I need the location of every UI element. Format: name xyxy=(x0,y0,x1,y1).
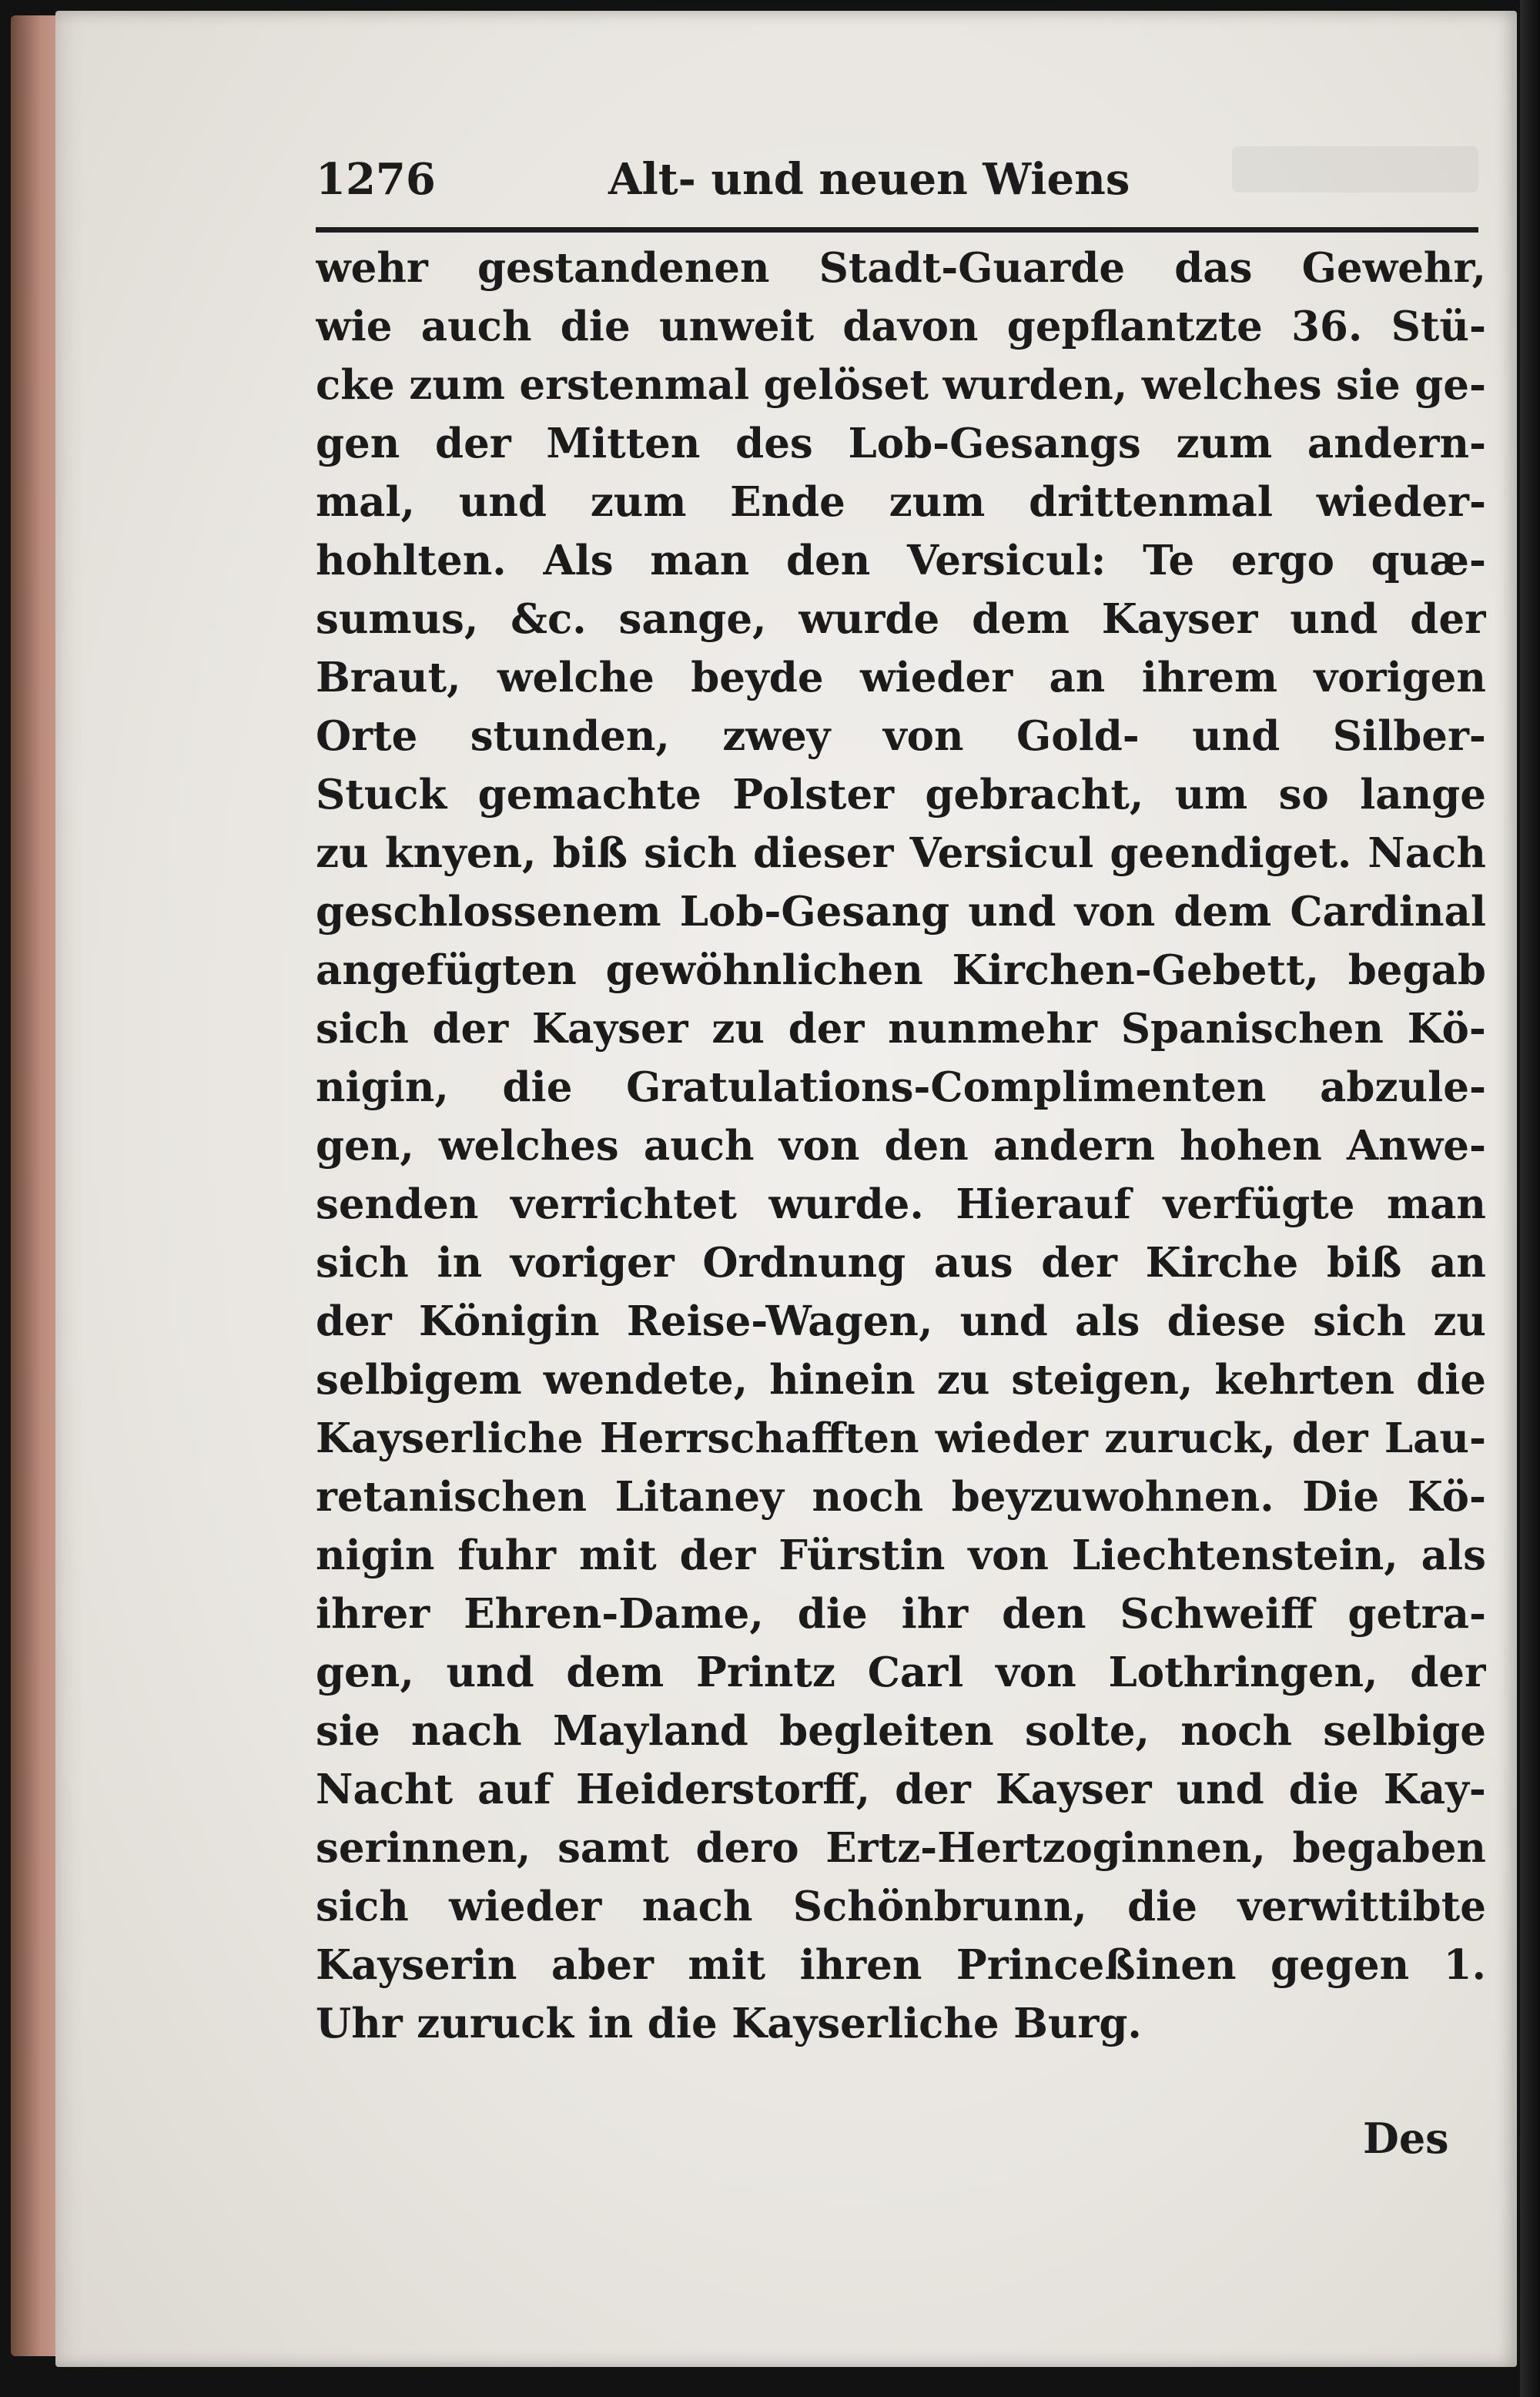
header-rule xyxy=(316,227,1478,233)
text-line: nigin fuhr mit der Fürstin von Liechtenstein, als xyxy=(316,1532,1486,1579)
text-line: Stuck gemachte Polster gebracht, um so lange xyxy=(316,771,1486,819)
text-line: retanischen Litaney noch beyzuwohnen. Die Kö- xyxy=(316,1473,1486,1521)
text-line: gen, welches auch von den andern hohen Anwe- xyxy=(316,1122,1486,1170)
text-line: angefügten gewöhnlichen Kirchen-Gebett, begab xyxy=(316,946,1486,994)
running-title: Alt- und neuen Wiens xyxy=(608,154,1130,205)
page-number: 1276 xyxy=(316,154,436,205)
text-line: hohlten. Als man den Versicul: Te ergo quæ- xyxy=(316,537,1486,584)
text-line: ihrer Ehren-Dame, die ihr den Schweiff getra- xyxy=(316,1590,1486,1638)
catchword: Des xyxy=(1363,2114,1449,2163)
text-line: gen der Mitten des Lob-Gesangs zum andern- xyxy=(316,420,1486,467)
text-line: senden verrichtet wurde. Hierauf verfügte man xyxy=(316,1180,1486,1228)
text-line: nigin, die Gratulations-Complimenten abzule- xyxy=(316,1063,1486,1111)
text-line: sich wieder nach Schönbrunn, die verwittibte xyxy=(316,1883,1486,1930)
text-line: cke zum erstenmal gelöset wurden, welches sie ge- xyxy=(316,361,1486,409)
text-line: wie auch die unweit davon gepflantzte 36. Stü- xyxy=(316,303,1486,350)
text-line: Kayserin aber mit ihren Princeßinen gegen 1. xyxy=(316,1941,1486,1989)
text-line: sumus, &c. sange, wurde dem Kayser und der xyxy=(316,595,1486,643)
text-line: Kayserliche Herrschafften wieder zuruck, der Lau- xyxy=(316,1414,1486,1462)
text-line: Braut, welche beyde wieder an ihrem vorigen xyxy=(316,654,1486,701)
text-line: Nacht auf Heiderstorff, der Kayser und die Kay- xyxy=(316,1766,1486,1813)
text-line: Uhr zuruck in die Kayserliche Burg. xyxy=(316,2000,1142,2047)
body-text xyxy=(316,239,1486,2053)
text-line: sich der Kayser zu der nunmehr Spanischen Kö- xyxy=(316,1005,1486,1053)
page-header xyxy=(316,154,1478,216)
text-line: serinnen, samt dero Ertz-Hertzoginnen, begaben xyxy=(316,1824,1486,1872)
text-line: sich in voriger Ordnung aus der Kirche biß an xyxy=(316,1239,1486,1287)
text-line: der Königin Reise-Wagen, und als diese sich zu xyxy=(316,1297,1486,1345)
text-line: selbigem wendete, hinein zu steigen, kehrten die xyxy=(316,1356,1486,1404)
text-line: Orte stunden, zwey von Gold- und Silber- xyxy=(316,712,1486,760)
text-line: zu knyen, biß sich dieser Versicul geendiget. Nach xyxy=(316,829,1486,877)
text-line: mal, und zum Ende zum drittenmal wieder- xyxy=(316,478,1486,526)
text-line: gen, und dem Printz Carl von Lothringen, der xyxy=(316,1649,1486,1696)
text-line: geschlossenem Lob-Gesang und von dem Cardinal xyxy=(316,888,1486,936)
book-spine-shadow xyxy=(1520,0,1540,2397)
text-line: wehr gestandenen Stadt-Guarde das Gewehr, xyxy=(316,244,1486,292)
text-line: sie nach Mayland begleiten solte, noch selbige xyxy=(316,1707,1486,1755)
